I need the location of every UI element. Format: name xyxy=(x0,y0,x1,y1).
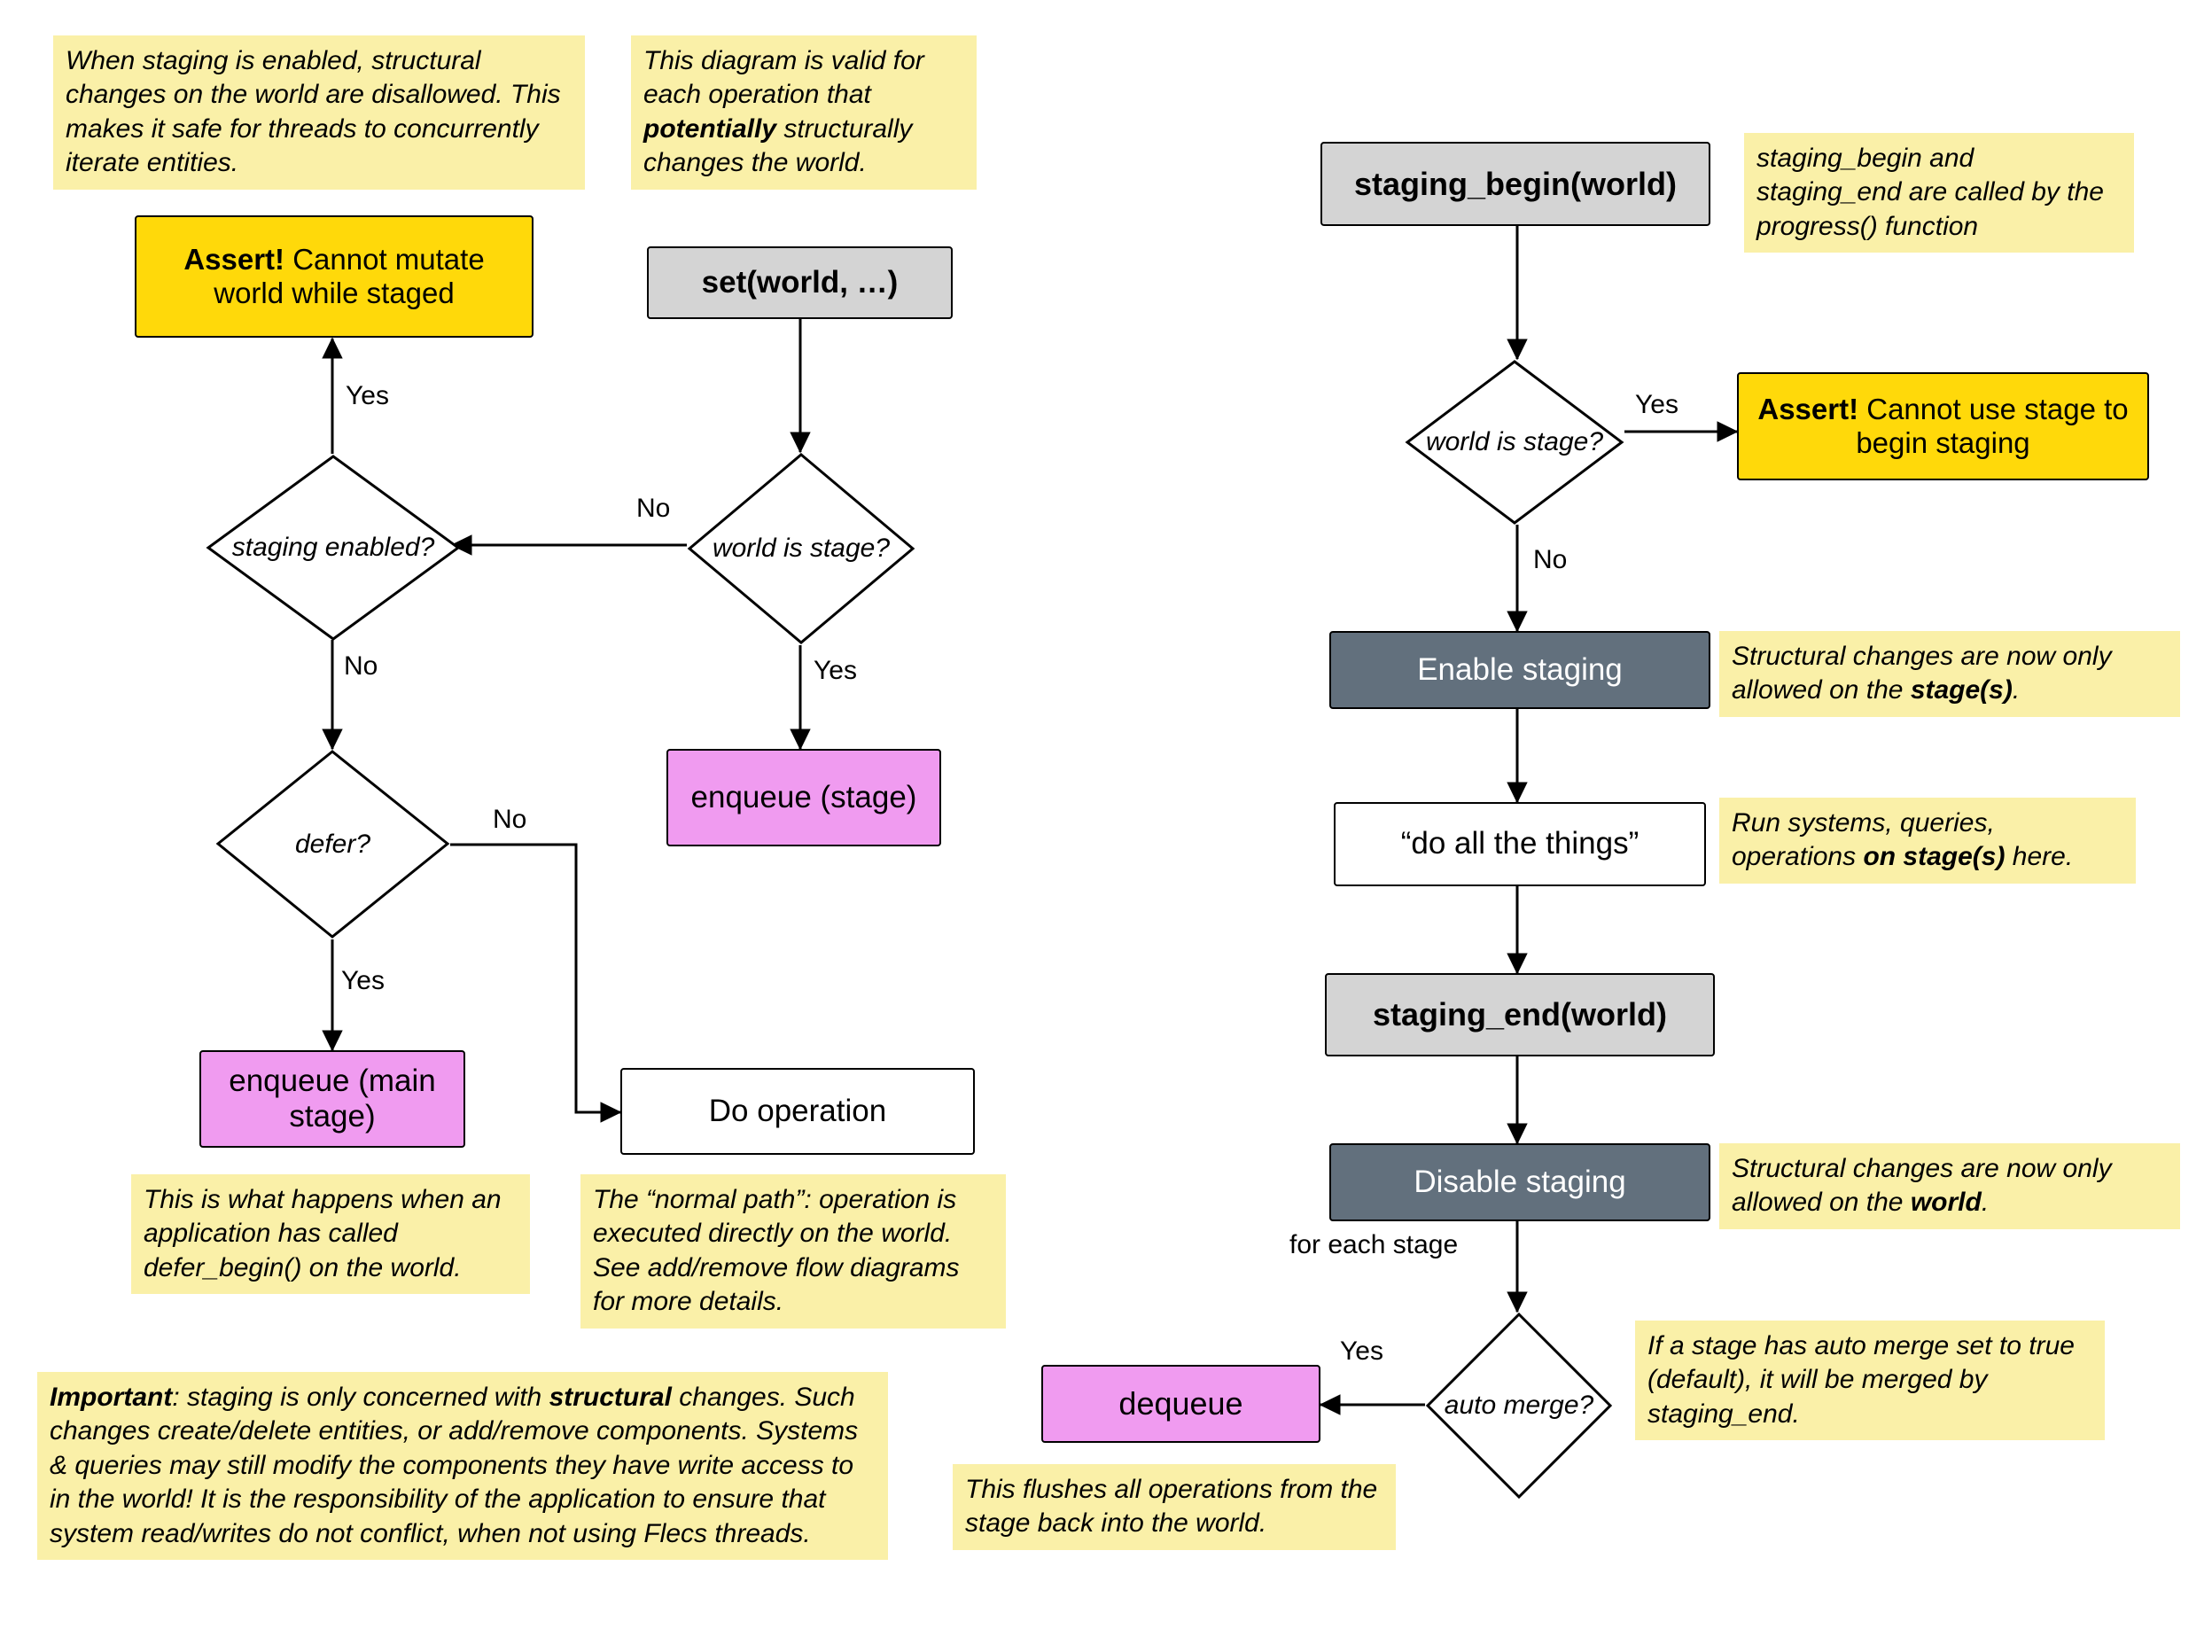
note-defer-begin xyxy=(131,1174,530,1294)
node-dequeue xyxy=(1041,1365,1320,1443)
decision-world-is-stage-left xyxy=(687,452,915,645)
node-enqueue-stage xyxy=(666,749,941,846)
note-important-bold2: structural xyxy=(549,1383,672,1412)
disable-staging-label: Disable staging xyxy=(1414,1164,1626,1199)
note-auto-merge-text: If a stage has auto merge set to true (default), it will be merged by staging_end. xyxy=(1647,1331,2075,1429)
node-staging-begin xyxy=(1320,142,1710,226)
note-important-bold: Important xyxy=(50,1383,173,1412)
note-dequeue-text: This flushes all operations from the stage back into the world. xyxy=(965,1475,1378,1539)
enqueue-main-stage-label: enqueue (main stage) xyxy=(229,1063,436,1134)
node-do-all-the-things xyxy=(1334,802,1706,886)
note-diagram-valid-bold: potentially xyxy=(643,113,777,144)
note-normal-path xyxy=(580,1174,1006,1329)
decision-staging-enabled xyxy=(206,454,461,642)
note-staging-enabled-text: When staging is enabled, structural changes on the world are disallowed. This makes it safe for threads to concurrently iterate entities. xyxy=(66,46,561,178)
note-important-text-b: changes. Such changes create/delete entities, or add/remove components. Systems & queries may still modify the components they have write access to in the world! It is the responsibility of the application to ensure that system read/writes do not conflict, when not using Flecs threads. xyxy=(50,1383,859,1548)
do-operation-label: Do operation xyxy=(708,1093,887,1128)
note-diagram-valid-text-a: This diagram is valid for each operation that xyxy=(643,46,924,110)
note-enable-staging-bold: stage(s) xyxy=(1910,675,2013,705)
node-disable-staging xyxy=(1329,1143,1710,1221)
node-assert-cannot-mutate xyxy=(135,215,534,338)
decision-defer-label: defer? xyxy=(294,829,371,859)
decision-world-is-stage-right xyxy=(1405,359,1624,526)
note-enable-staging-text-a: Structural changes are now only allowed on the xyxy=(1732,642,2112,705)
edge-label-no-defer: No xyxy=(493,805,527,834)
edge-label-no-is-stage-right: No xyxy=(1533,545,1568,574)
enable-staging-label: Enable staging xyxy=(1417,651,1623,687)
edge-label-yes-defer: Yes xyxy=(341,966,385,995)
note-auto-merge xyxy=(1635,1321,2105,1440)
decision-world-is-stage-right-label: world is stage? xyxy=(1425,427,1604,456)
note-diagram-valid-text-b: structurally changes the world. xyxy=(643,113,913,178)
assert-mutate-rest: Cannot mutate world while staged xyxy=(214,243,485,309)
assert-stage-bold: Assert! xyxy=(1757,393,1859,426)
note-do-all-things-text-a: Run systems, queries, operations xyxy=(1732,808,1995,872)
edge-label-no-staging-enabled: No xyxy=(344,651,378,681)
assert-stage-rest: Cannot use stage to begin staging xyxy=(1856,393,2129,459)
enqueue-stage-label: enqueue (stage) xyxy=(690,779,917,814)
decision-staging-enabled-label: staging enabled? xyxy=(231,533,435,562)
set-world-label: set(world, …) xyxy=(701,264,899,300)
note-do-all-things-text-b: here. xyxy=(2005,842,2074,872)
note-enable-staging xyxy=(1719,631,2180,717)
node-enqueue-main-stage xyxy=(199,1050,465,1148)
note-disable-staging-text-a: Structural changes are now only allowed on the xyxy=(1732,1154,2112,1218)
decision-auto-merge xyxy=(1425,1312,1613,1500)
node-staging-end xyxy=(1325,973,1715,1056)
do-all-things-label: “do all the things” xyxy=(1400,826,1640,861)
note-staging-enabled xyxy=(53,35,585,190)
edge-label-yes-assert: Yes xyxy=(346,381,389,410)
node-assert-cannot-use-stage xyxy=(1737,372,2149,480)
note-do-all-things xyxy=(1719,798,2136,884)
staging-end-label: staging_end(world) xyxy=(1373,996,1667,1033)
note-progress xyxy=(1744,133,2134,253)
staging-begin-label: staging_begin(world) xyxy=(1354,165,1677,202)
edge-label-yes-auto-merge: Yes xyxy=(1340,1336,1383,1366)
decision-auto-merge-label: auto merge? xyxy=(1444,1391,1594,1420)
note-normal-path-text: The “normal path”: operation is executed directly on the world. See add/remove flow diagrams for more details. xyxy=(593,1185,960,1317)
node-set-world xyxy=(647,246,953,319)
assert-mutate-bold: Assert! xyxy=(183,243,285,277)
decision-world-is-stage-left-label: world is stage? xyxy=(712,534,891,563)
dequeue-label: dequeue xyxy=(1118,1385,1243,1422)
note-disable-staging-bold: world xyxy=(1910,1188,1982,1218)
note-defer-begin-text: This is what happens when an application has called defer_begin() on the world. xyxy=(144,1185,502,1282)
note-progress-text: staging_begin and staging_end are called by the progress() function xyxy=(1756,144,2104,241)
note-diagram-valid xyxy=(631,35,977,190)
edge-label-yes-world-is-stage: Yes xyxy=(814,656,857,685)
note-important-text-a: : staging is only concerned with xyxy=(172,1383,549,1412)
note-enable-staging-text-b: . xyxy=(2012,675,2021,705)
note-disable-staging xyxy=(1719,1143,2180,1229)
edge-label-for-each-stage: for each stage xyxy=(1289,1230,1459,1259)
note-do-all-things-bold: on stage(s) xyxy=(1863,842,2006,872)
node-do-operation xyxy=(620,1068,975,1155)
decision-defer xyxy=(215,749,450,939)
note-important xyxy=(37,1372,888,1560)
note-dequeue xyxy=(953,1464,1396,1550)
edge-label-yes-is-stage-right: Yes xyxy=(1635,390,1678,419)
edge-label-no-world-is-stage: No xyxy=(636,494,671,523)
note-disable-staging-text-b: . xyxy=(1981,1188,1990,1218)
node-enable-staging xyxy=(1329,631,1710,709)
